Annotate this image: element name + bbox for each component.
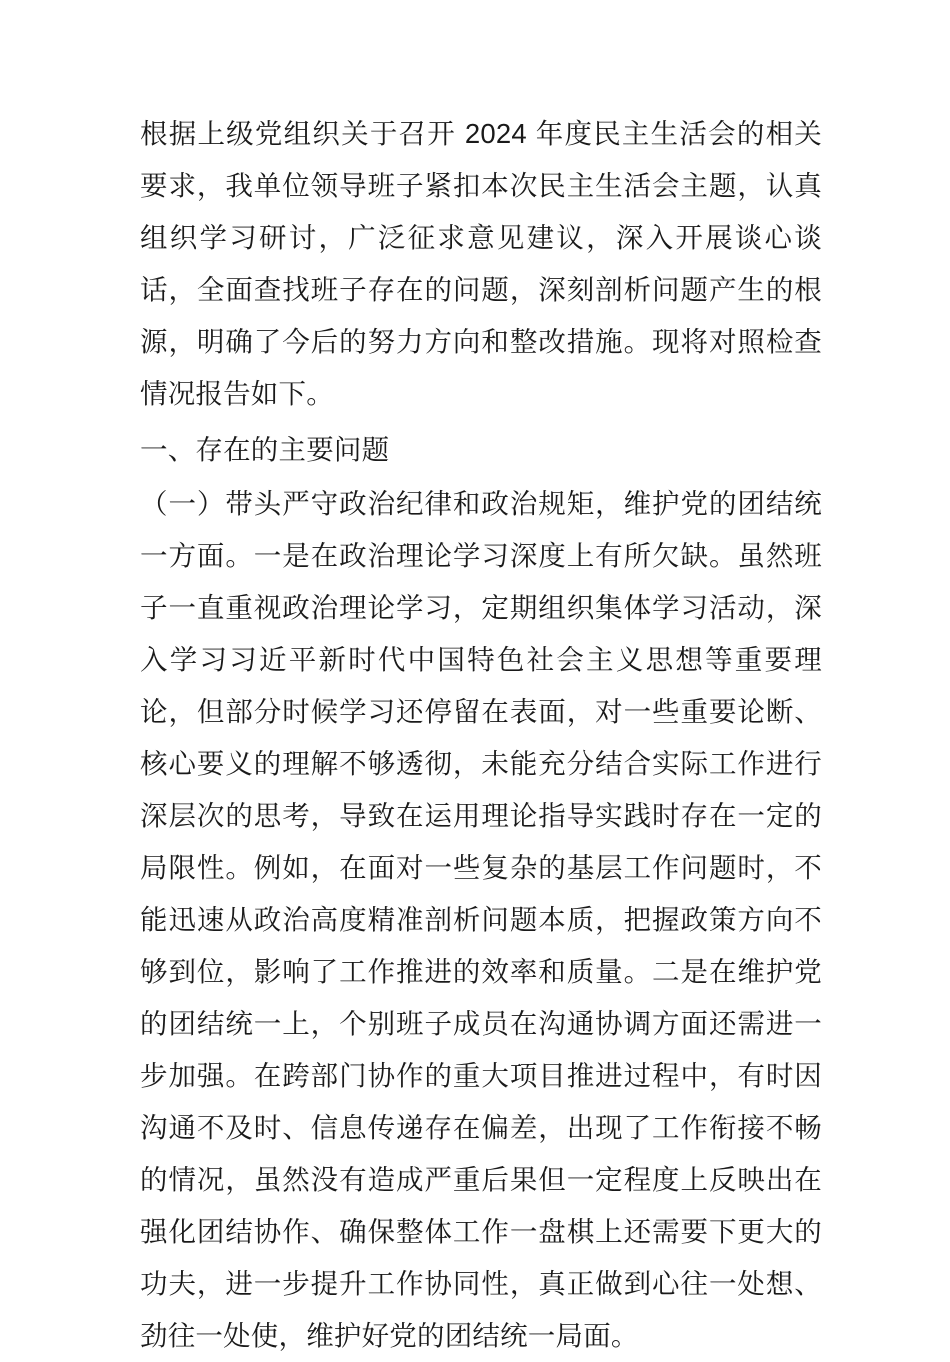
paragraph-intro: 根据上级党组织关于召开 2024 年度民主生活会的相关要求，我单位领导班子紧扣本次民主生活会主题，认真组织学习研讨，广泛征求意见建议，深入开展谈心谈话，全面查找班子存在的问题，深刻剖析问题产生的根源，明确了今后的努力方向和整改措施。现将对照检查情况报告如下。 xyxy=(140,118,822,409)
document-body xyxy=(140,108,822,1362)
paragraph-item-one: （一）带头严守政治纪律和政治规矩，维护党的团结统一方面。一是在政治理论学习深度上有所欠缺。虽然班子一直重视政治理论学习，定期组织集体学习活动，深入学习习近平新时代中国特色社会主义思想等重要理论，但部分时候学习还停留在表面，对一些重要论断、核心要义的理解不够透彻，未能充分结合实际工作进行深层次的思考，导致在运用理论指导实践时存在一定的局限性。例如，在面对一些复杂的基层工作问题时，不能迅速从政治高度精准剖析问题本质，把握政策方向不够到位，影响了工作推进的效率和质量。二是在维护党的团结统一上，个别班子成员在沟通协调方面还需进一步加强。在跨部门协作的重大项目推进过程中，有时因沟通不及时、信息传递存在偏差，出现了工作衔接不畅的情况，虽然没有造成严重后果但一定程度上反映出在强化团结协作、确保整体工作一盘棋上还需要下更大的功夫，进一步提升工作协同性，真正做到心往一处想、劲往一处使，维护好党的团结统一局面。 xyxy=(140,488,822,1351)
heading-section-one: 一、存在的主要问题 xyxy=(140,434,390,465)
